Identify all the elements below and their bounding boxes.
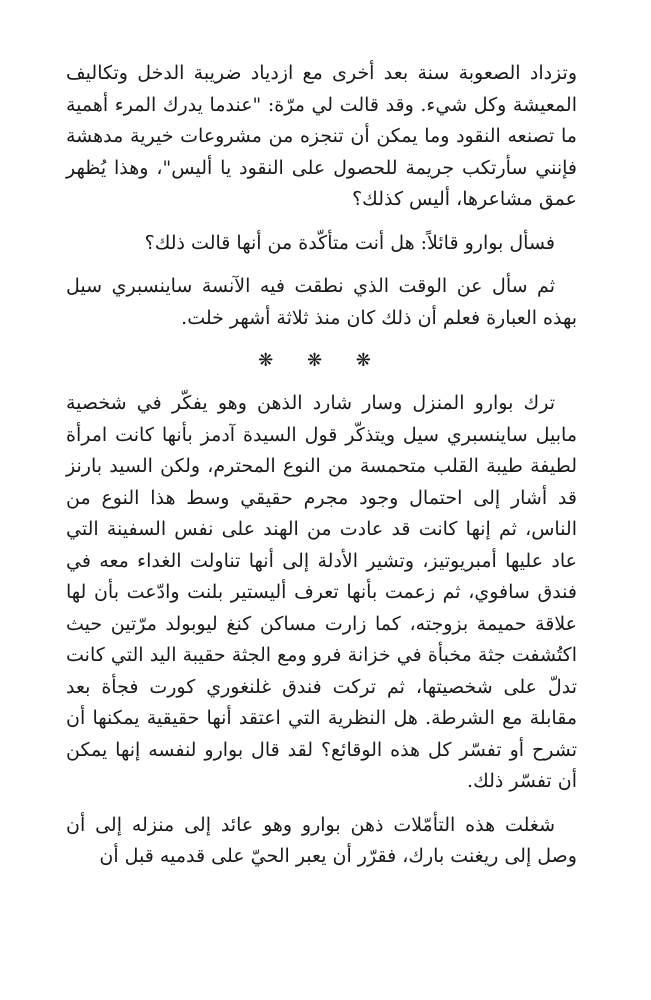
paragraph-regent-park: شغلت هذه التأمّلات ذهن بوارو وهو عائد إلى منزله إلى أن وصل إلى ريغنت بارك، فقرّر أن يعبر الحيّ على قدميه قبل أن [66, 813, 577, 867]
paragraph-time-asked: ثم سأل عن الوقت الذي نطقت فيه الآنسة ساينسبري سيل بهذه العبارة فعلم أن ذلك كان منذ ثلاثة أشهر خلت. [66, 275, 577, 329]
paragraph-poirot-question: فسأل بوارو قائلاً: هل أنت متأكّدة من أنها قالت ذلك؟ [144, 231, 555, 254]
section-separator: ❋ ❋ ❋ [258, 350, 385, 371]
paragraph-continuation: وتزداد الصعوبة سنة بعد أخرى مع ازدياد ضريبة الدخل وتكاليف المعيشة وكل شيء. وقد قالت لي مرّة: "عندما يدرك المرء أهمية ما تصنعه النقود وما يمكن أن تنجزه من مشروعات خيرية مدهشة فإنني سأرتكب جريمة للحصول على النقود يا أليس"، وهذا يُظهر عمق مشاعرها، أليس كذلك؟ [66, 62, 578, 210]
paragraph-poirot-reflection: ترك بوارو المنزل وسار شارد الذهن وهو يفكّر في شخصية مابيل ساينسبري سيل ويتذكّر قول السيدة آدمز بأنها كانت امرأة لطيفة طيبة القلب متحمسة من النوع المحترم، ولكن السيد بارنز قد أشار إلى احتمال وجود مجرم حقيقي وسط هذا النوع من الناس، ثم إنها كانت قد عادت من الهند على نفس السفينة التي عاد عليها أمبريوتيز، وتشير الأدلة إلى أنها تناولت الغداء معه في فندق سافوي، ثم زعمت بأنها تعرف أليستير بلنت وادّعت بأن لها علاقة حميمة بزوجته، كما زارت مساكن كنغ ليوبولد مرّتين حيث اكتُشفت جثة مخبأة في خزانة فرو ومع الجثة حقيبة اليد التي كانت تدلّ على شخصيتها، ثم تركت فندق غلنغوري كورت فجأة بعد مقابلة مع الشرطة. هل النظرية التي اعتقد أنها حقيقية يمكنها أن تشرح أو تفسّر كل هذه الوقائع؟ لقد قال بوارو لنفسه إنها يمكن أن تفسّر ذلك. [66, 392, 577, 792]
